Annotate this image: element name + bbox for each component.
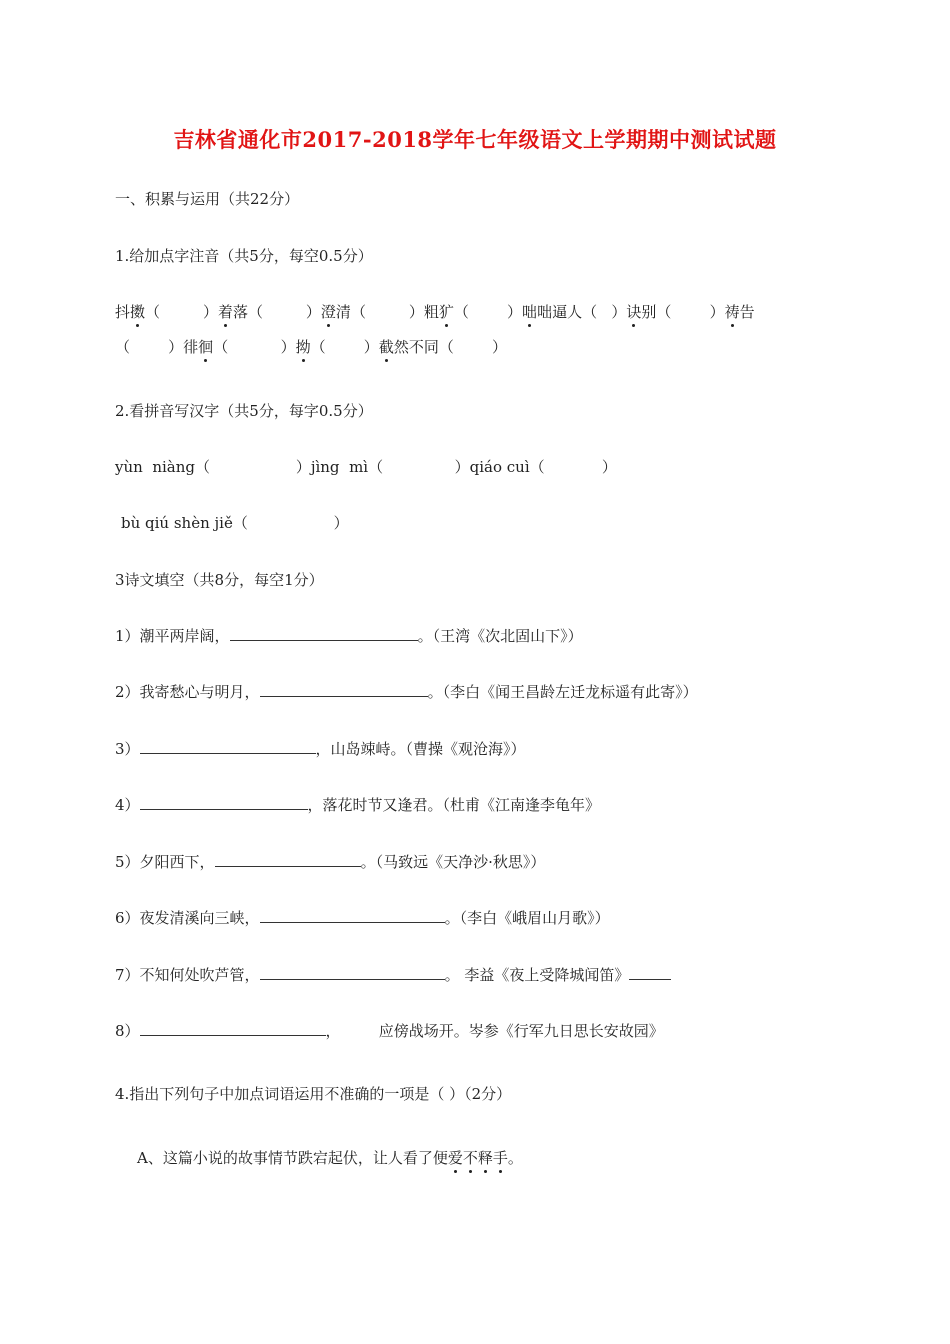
question-1-heading: 1.给加点字注音（共5分，每空0.5分） — [115, 247, 373, 265]
word: 徘徊 — [183, 338, 214, 356]
pinyin: qiáo cuì — [469, 458, 530, 476]
question-2-row-1: yùn niàng（ ）jìng mì（ ）qiáo cuì（ ） — [115, 458, 617, 476]
word: 澄清 — [320, 303, 351, 321]
question-4-heading: 4.指出下列句子中加点词语运用不准确的一项是（ ）（2分） — [115, 1085, 512, 1103]
poem-item: 7）不知何处吹芦管， 。 李益《夜上受降城闻笛》 — [115, 964, 671, 985]
document-title: 吉林省通化市2017-2018学年七年级语文上学期期中测试试题 — [173, 127, 777, 152]
option-a: A、这篇小说的故事情节跌宕起伏，让人看了便爱不释手。 — [137, 1149, 523, 1167]
section-heading: 一、积累与运用（共22分） — [115, 190, 300, 208]
poem-item: 6）夜发清溪向三峡， 。（李白《峨眉山月歌》） — [115, 909, 610, 927]
question-1-row-1: 抖擞（ ）着落（ ）澄清（ ）粗犷（ ）咄咄逼人（ ）诀别（ ）祷告 — [115, 303, 755, 321]
word: 截然不同 — [378, 338, 439, 356]
pinyin: yùn niàng — [115, 458, 195, 476]
dotted-phrase: 爱不释手 — [447, 1149, 508, 1167]
poem-item: 3） ，山岛竦峙。（曹操《观沧海》） — [115, 740, 526, 758]
poem-item: 2）我寄愁心与明月， 。（李白《闻王昌龄左迁龙标遥有此寄》） — [115, 683, 698, 701]
question-3-heading: 3诗文填空（共8分，每空1分） — [115, 571, 324, 589]
word: 咄咄逼人 — [522, 303, 583, 321]
word: 着落 — [217, 303, 248, 321]
pinyin: bù qiú shèn jiě — [121, 514, 233, 532]
question-2-row-2: bù qiú shèn jiě（ ） — [121, 514, 349, 532]
word: 拗 — [295, 338, 311, 356]
word: 诀别 — [626, 303, 657, 321]
poem-item: 1）潮平两岸阔， 。（王湾《次北固山下》） — [115, 627, 583, 645]
question-1-row-2: （ ）徘徊（ ）拗（ ）截然不同（ ） — [115, 338, 507, 356]
poem-item: 5）夕阳西下， 。（马致远《天净沙·秋思》） — [115, 853, 546, 871]
word: 抖擞 — [115, 303, 146, 321]
pinyin: jìng mì — [310, 458, 369, 476]
poem-item: 4） ，落花时节又逢君。（杜甫《江南逢李龟年》 — [115, 796, 601, 814]
poem-item: 8） ， 应傍战场开。岑参《行军九日思长安故园》 — [115, 1022, 664, 1040]
question-2-heading: 2.看拼音写汉字（共5分，每字0.5分） — [115, 402, 373, 420]
word: 祷告 — [724, 303, 755, 321]
word: 粗犷 — [423, 303, 454, 321]
